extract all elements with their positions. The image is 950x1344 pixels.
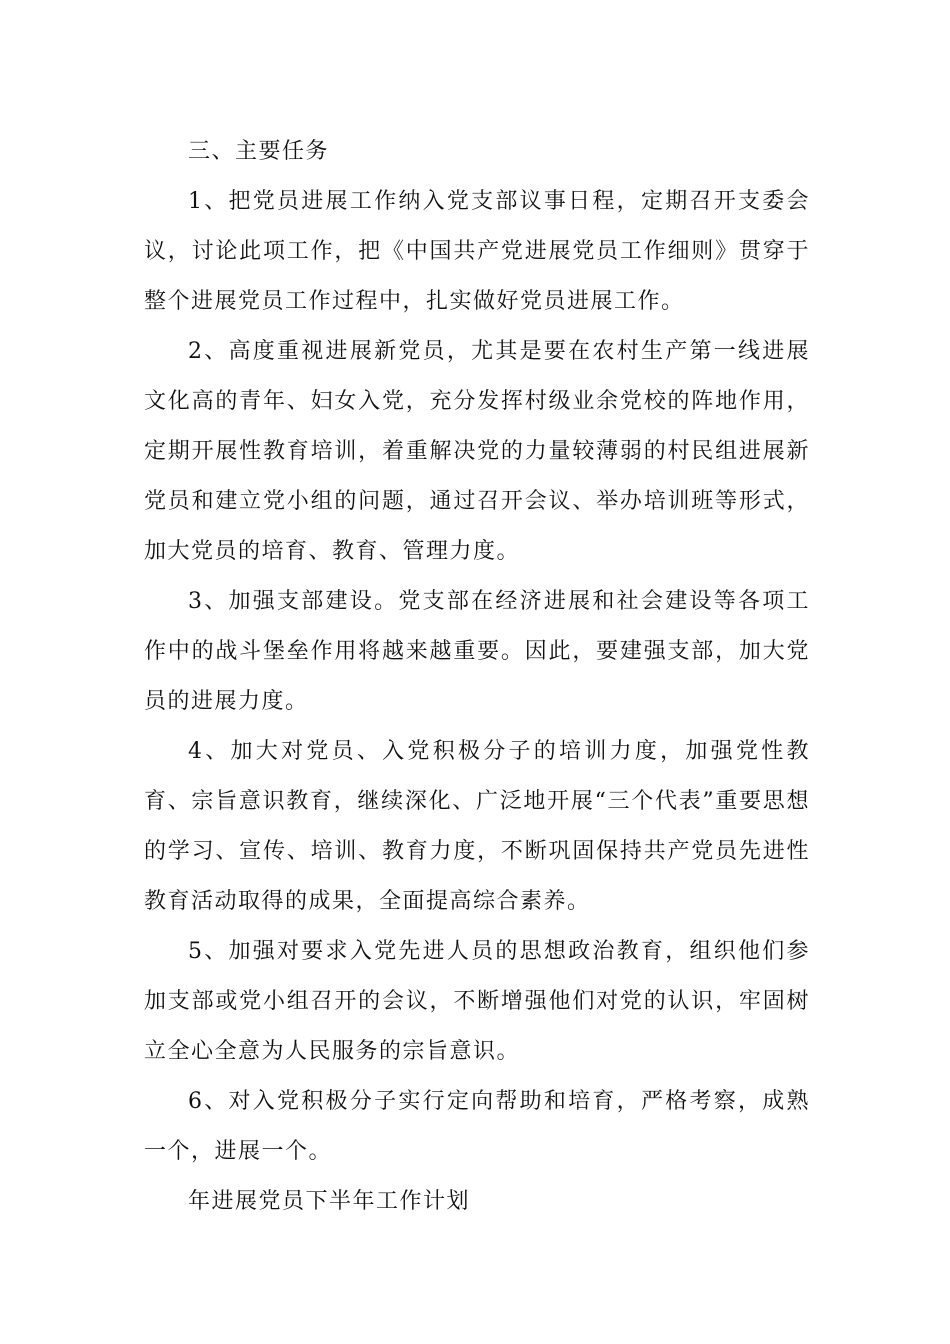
task-paragraph-6: 6、对入党积极分子实行定向帮助和培育，严格考察，成熟一个，进展一个。 <box>144 1089 810 1164</box>
section-heading: 三、主要任务 <box>188 139 330 164</box>
task-paragraph-2: 2、高度重视进展新党员，尤其是要在农村生产第一线进展文化高的青年、妇女入党，充分发挥村级业余党校的阵地作用，定期开展性教育培训，着重解决党的力量较薄弱的村民组进展新党员和建立党小组的问题，通过召开会议、举办培训班等形式，加大党员的培育、教育、管理力度。 <box>144 339 810 564</box>
document-body <box>144 127 810 1227</box>
task-paragraph-4: 4、加大对党员、入党积极分子的培训力度，加强党性教育、宗旨意识教育，继续深化、广泛地开展“三个代表”重要思想的学习、宣传、培训、教育力度，不断巩固保持共产党员先进性教育活动取得的成果，全面提高综合素养。 <box>144 739 810 914</box>
task-paragraph-1: 1、把党员进展工作纳入党支部议事日程，定期召开支委会议，讨论此项工作，把《中国共产党进展党员工作细则》贯穿于整个进展党员工作过程中，扎实做好党员进展工作。 <box>144 189 810 314</box>
task-paragraph-3: 3、加强支部建设。党支部在经济进展和社会建设等各项工作中的战斗堡垒作用将越来越重要。因此，要建强支部，加大党员的进展力度。 <box>144 589 810 714</box>
task-paragraph-5: 5、加强对要求入党先进人员的思想政治教育，组织他们参加支部或党小组召开的会议，不断增强他们对党的认识，牢固树立全心全意为人民服务的宗旨意识。 <box>144 939 810 1064</box>
closing-title: 年进展党员下半年工作计划 <box>188 1189 471 1214</box>
